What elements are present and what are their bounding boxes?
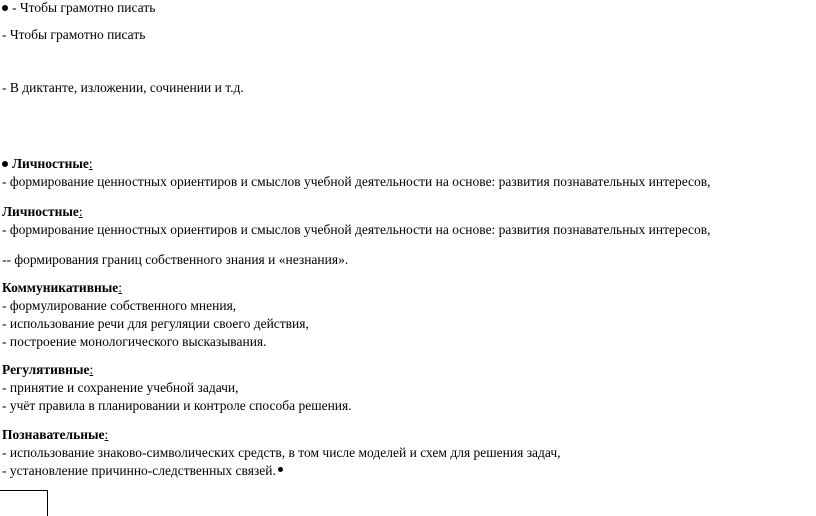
communicative-heading-text: Коммуникативные	[2, 280, 119, 295]
cognitive-item: - использование знаково-символических средств, в том числе моделей и схем для решения задач,	[2, 445, 561, 460]
cognitive-item-last-text: - установление причинно-следственных связей.	[2, 463, 276, 478]
personal-bullet-heading	[2, 156, 93, 172]
table-cell-fragment	[0, 490, 48, 516]
bullet-icon	[278, 467, 283, 472]
regulatory-heading-text: Регулятивные	[2, 362, 90, 377]
top-line-3: - В диктанте, изложении, сочинении и т.д.	[2, 80, 244, 95]
communicative-heading	[2, 280, 122, 296]
personal-colon: :	[78, 204, 83, 219]
regulatory-item: - учёт правила в планировании и контроле способа решения.	[2, 398, 352, 413]
personal-heading	[2, 204, 83, 220]
top-line-1	[2, 0, 155, 16]
personal-bullet-colon: :	[88, 156, 93, 171]
top-line-2: - Чтобы грамотно писать	[2, 27, 146, 42]
communicative-item: - формулирование собственного мнения,	[2, 298, 237, 313]
bullet-icon	[2, 161, 8, 167]
regulatory-colon: :	[89, 362, 94, 377]
communicative-colon: :	[118, 280, 123, 295]
cognitive-heading-text: Познавательные	[2, 427, 105, 442]
communicative-item: - построение монологического высказывания.	[2, 334, 267, 349]
cognitive-heading	[2, 427, 108, 443]
top-line-1-text: - Чтобы грамотно писать	[12, 0, 156, 15]
regulatory-heading	[2, 362, 93, 378]
personal-bullet-line: - формирование ценностных ориентиров и смыслов учебной деятельности на основе: развития познавательных интересов,	[2, 174, 711, 189]
personal-line-2: -- формирования границ собственного знания и «незнания».	[2, 252, 349, 267]
communicative-item: - использование речи для регуляции своего действия,	[2, 316, 309, 331]
regulatory-item: - принятие и сохранение учебной задачи,	[2, 380, 239, 395]
cognitive-colon: :	[104, 427, 109, 442]
personal-line-1: - формирование ценностных ориентиров и смыслов учебной деятельности на основе: развития познавательных интересов,	[2, 222, 711, 237]
cognitive-item-last	[2, 463, 283, 479]
personal-bullet-heading-text: Личностные	[12, 156, 89, 171]
bullet-icon	[2, 5, 8, 11]
personal-heading-text: Личностные	[2, 204, 79, 219]
